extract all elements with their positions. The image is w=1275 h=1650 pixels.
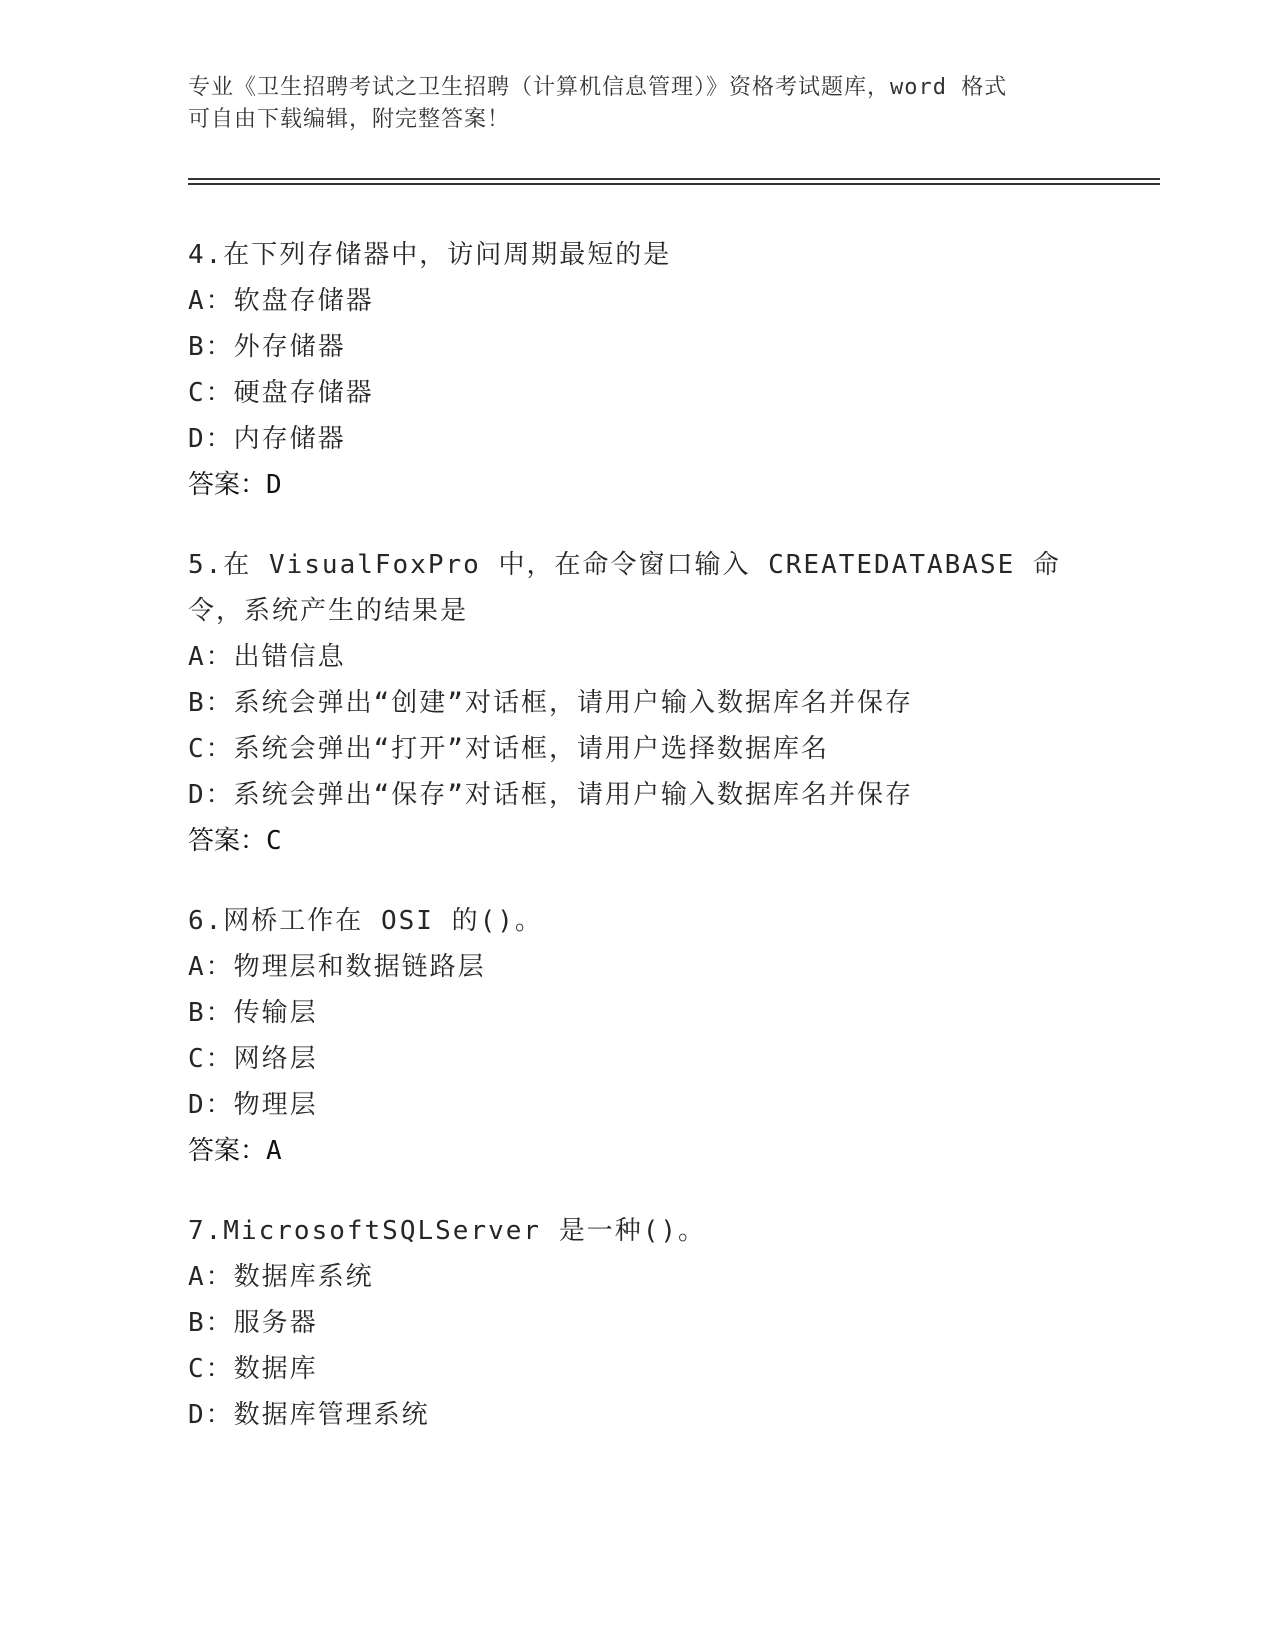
option-a: A：软盘存储器	[188, 286, 374, 316]
option-a: A：数据库系统	[188, 1262, 374, 1292]
answer-line	[188, 818, 1088, 864]
question-4	[188, 232, 1088, 508]
answer-line	[188, 462, 1088, 508]
option-a: A：物理层和数据链路层	[188, 952, 486, 982]
option-c: C：数据库	[188, 1354, 318, 1384]
option-b: B：传输层	[188, 998, 318, 1028]
question-5	[188, 542, 1088, 864]
answer-value: D	[266, 470, 282, 500]
option-c: C：系统会弹出“打开”对话框，请用户选择数据库名	[188, 734, 829, 764]
document-header	[188, 72, 1068, 136]
option-c: C：硬盘存储器	[188, 378, 374, 408]
header-line-2: 可自由下载编辑，附完整答案！	[188, 107, 511, 132]
header-divider-top	[188, 178, 1160, 180]
option-b: B：系统会弹出“创建”对话框，请用户输入数据库名并保存	[188, 688, 913, 718]
option-d: D：物理层	[188, 1090, 318, 1120]
question-list	[188, 232, 1088, 1472]
answer-value: A	[266, 1136, 282, 1166]
answer-label: 答案：	[188, 1136, 267, 1166]
option-a: A：出错信息	[188, 642, 346, 672]
question-stem: 7.MicrosoftSQLServer 是一种()。	[188, 1216, 707, 1246]
option-d: D：数据库管理系统	[188, 1400, 430, 1430]
header-divider-bottom	[188, 183, 1160, 185]
option-d: D：内存储器	[188, 424, 346, 454]
option-b: B：服务器	[188, 1308, 318, 1338]
option-b: B：外存储器	[188, 332, 346, 362]
question-stem: 5.在 VisualFoxPro 中，在命令窗口输入 CREATEDATABASE 命令，系统产生的结果是	[188, 550, 1061, 626]
answer-value: C	[266, 826, 282, 856]
answer-label: 答案：	[188, 470, 267, 500]
option-c: C：网络层	[188, 1044, 318, 1074]
option-d: D：系统会弹出“保存”对话框，请用户输入数据库名并保存	[188, 780, 913, 810]
answer-line	[188, 1128, 1088, 1174]
question-stem: 6.网桥工作在 OSI 的()。	[188, 906, 543, 936]
answer-label: 答案：	[188, 826, 267, 856]
question-6	[188, 898, 1088, 1174]
question-stem: 4.在下列存储器中，访问周期最短的是	[188, 240, 672, 270]
question-7	[188, 1208, 1088, 1438]
header-line-1: 专业《卫生招聘考试之卫生招聘（计算机信息管理）》资格考试题库，word 格式	[188, 75, 1008, 100]
